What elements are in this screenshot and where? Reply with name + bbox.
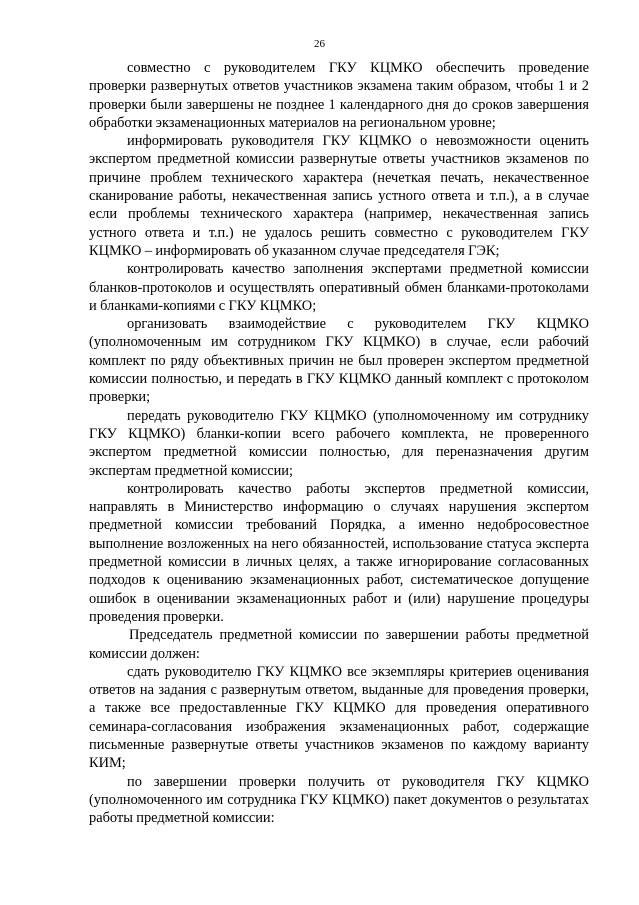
paragraph-return-criteria: сдать руководителю ГКУ КЦМКО все экземпляры критериев оценивания ответов на задания с развернутым ответом, выданные для проведения проверки, а также все предоставленные ГКУ КЦМКО для проведения оперативного семинара-согласования изображения экзаменационных работ, содержащие письменные развернутые ответы участников экзаменов по каждому варианту КИМ; [89, 663, 589, 772]
paragraph-receive-documents: по завершении проверки получить от руководителя ГКУ КЦМКО (уполномоченного им сотрудника ГКУ КЦМКО) пакет документов о результатах работы предметной комиссии: [89, 773, 589, 827]
document-body [89, 59, 589, 827]
paragraph-control-experts: контролировать качество работы экспертов предметной комиссии, направлять в Министерство информацию о случаях нарушения экспертом предметной комиссии требований Порядка, а именно недобросовестное выполнение возложенных на него обязанностей, использование статуса эксперта предметной комиссии в личных целях, а также игнорирование согласованных подходов к оцениванию экзаменационных работ, систематическое допущение ошибок в оценивании экзаменационных работ и (или) нарушение процедуры проведения проверки. [89, 480, 589, 625]
paragraph-transfer-copies: передать руководителю ГКУ КЦМКО (уполномоченному им сотруднику ГКУ КЦМКО) бланки-копии всего рабочего комплекта, не проверенного экспертом предметной комиссии полностью, для переназначения другим экспертам предметной комиссии; [89, 407, 589, 479]
paragraph-check-deadlines: совместно с руководителем ГКУ КЦМКО обеспечить проведение проверки развернутых ответов участников экзамена таким образом, чтобы 1 и 2 проверки были завершены не позднее 1 календарного дня до сроков завершения обработки экзаменационных материалов на региональном уровне; [89, 60, 589, 131]
paragraph-inform-technical-issues: информировать руководителя ГКУ КЦМКО о невозможности оценить экспертом предметной комиссии развернутые ответы участников экзаменов по причине проблем технического характера (нечеткая печать, некачественное сканирование работы, некачественная запись устного ответа и т.п.), а в случае если проблемы технического характера (например, некачественная запись устного ответа и т.п.) не удалось решить совместно с руководителем ГКУ КЦМКО – информировать об указанном случае председателя ГЭК; [89, 133, 589, 259]
page-number: 26 [314, 38, 325, 50]
paragraph-control-protocols: контролировать качество заполнения экспертами предметной комиссии бланков-протоколов и осуществлять оперативный обмен бланками-протоколами и бланками-копиями с ГКУ КЦМКО; [89, 261, 589, 314]
paragraph-chairman-duties: Председатель предметной комиссии по завершении работы предметной комиссии должен: [89, 627, 589, 662]
paragraph-organize-interaction: организовать взаимодействие с руководителем ГКУ КЦМКО (уполномоченным им сотрудником ГКУ КЦМКО) в случае, если рабочий комплект по ряду объективных причин не был проверен экспертом предметной комиссии полностью, и передать в ГКУ КЦМКО данный комплект с протоколом проверки; [89, 316, 589, 406]
